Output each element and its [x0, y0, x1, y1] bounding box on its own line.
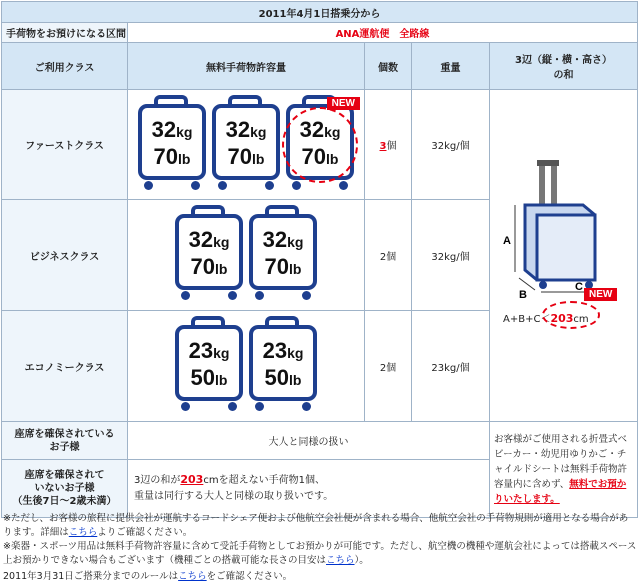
count-first: 3個 — [365, 90, 412, 200]
bag-icon: 32kg 70lb — [249, 205, 317, 305]
bag-icon: 23kg 50lb — [249, 316, 317, 416]
stroller-note: お客様がご使用される折畳式ベビーカー・幼児用ゆりかご・チャイルドシートは無料手荷物許容量内に含めず、無料でお預かりいたします。 — [490, 422, 638, 518]
count-business: 2個 — [365, 200, 412, 311]
class-business: ビジネスクラス — [2, 200, 128, 311]
allowance-first — [128, 90, 365, 200]
bag-icon: 32kg 70lb — [175, 205, 243, 305]
header-count: 個数 — [365, 43, 412, 90]
weight-business: 32kg/個 — [412, 200, 490, 311]
dims-cell — [490, 90, 638, 422]
child-seat-label: 座席を確保されている お子様 — [2, 422, 128, 460]
highlight-circle — [282, 107, 358, 183]
dim-letter-b: B — [519, 289, 527, 300]
bag-icon: 23kg 50lb — [175, 316, 243, 416]
count-economy: 2個 — [365, 311, 412, 422]
dim-letter-a: A — [503, 235, 511, 247]
note-codeshare: ※ただし、お客様の旅程に提供会社が運航するコードシェア便および他航空会社便が含まれる場合、他航空会社の手荷物規則が適用となる場合があります。詳細はこちらよりご確認ください。 — [3, 513, 629, 538]
weight-first: 32kg/個 — [412, 90, 490, 200]
allowance-business — [128, 200, 365, 311]
new-badge: NEW — [327, 97, 360, 110]
class-economy: エコノミークラス — [2, 311, 128, 422]
header-class: ご利用クラス — [2, 43, 128, 90]
bag-icon: 32kg 70lb — [212, 95, 280, 195]
dim-letter-c: C — [575, 281, 583, 293]
bag-icon: 32kg 70lb — [138, 95, 206, 195]
section-value: ANA運航便 全路線 — [128, 23, 638, 43]
footnotes — [3, 512, 637, 584]
child-noseat-value: 3辺の和が203cmを超えない手荷物1個、 重量は同行する大人と同様の取り扱いです。 — [128, 460, 490, 518]
new-badge: NEW — [584, 288, 617, 301]
class-first: ファーストクラス — [2, 90, 128, 200]
header-dims: 3辺（縦・横・高さ） の和 — [490, 43, 638, 90]
child-seat-value: 大人と同様の扱い — [128, 422, 490, 460]
note-instruments: ※楽器・スポーツ用品は無料手荷物許容量に含めて受託手荷物としてお預かりが可能です。ただし、航空機の機種や運航会社によっては搭載スペース上お預かりできない場合もございます（機種ごとの搭載可能な長さの目安はこちら）。 — [3, 541, 637, 566]
instrument-length-link[interactable]: こちら — [326, 555, 355, 566]
bag-icon-new: 32kg 70lb NEW — [286, 95, 354, 195]
allowance-economy — [128, 311, 365, 422]
note-previous-rules: 2011年3月31日ご搭乗分までのルールはこちらをご確認ください。 — [3, 571, 293, 582]
suitcase-dimension-icon — [495, 160, 625, 300]
codeshare-link[interactable]: こちら — [68, 527, 98, 538]
weight-economy: 23kg/個 — [412, 311, 490, 422]
baggage-table — [1, 1, 638, 518]
highlight-circle — [542, 301, 600, 329]
section-label: 手荷物をお預けになる区間 — [2, 23, 128, 43]
previous-rules-link[interactable]: こちら — [178, 571, 207, 582]
header-weight: 重量 — [412, 43, 490, 90]
dims-formula: A+B+C＜203cm — [503, 312, 589, 325]
child-noseat-label: 座席を確保されて いないお子様 （生後7日〜2歳未満） — [2, 460, 128, 518]
header-allowance: 無料手荷物許容量 — [128, 43, 365, 90]
table-title: 2011年4月1日搭乗分から — [2, 2, 638, 23]
